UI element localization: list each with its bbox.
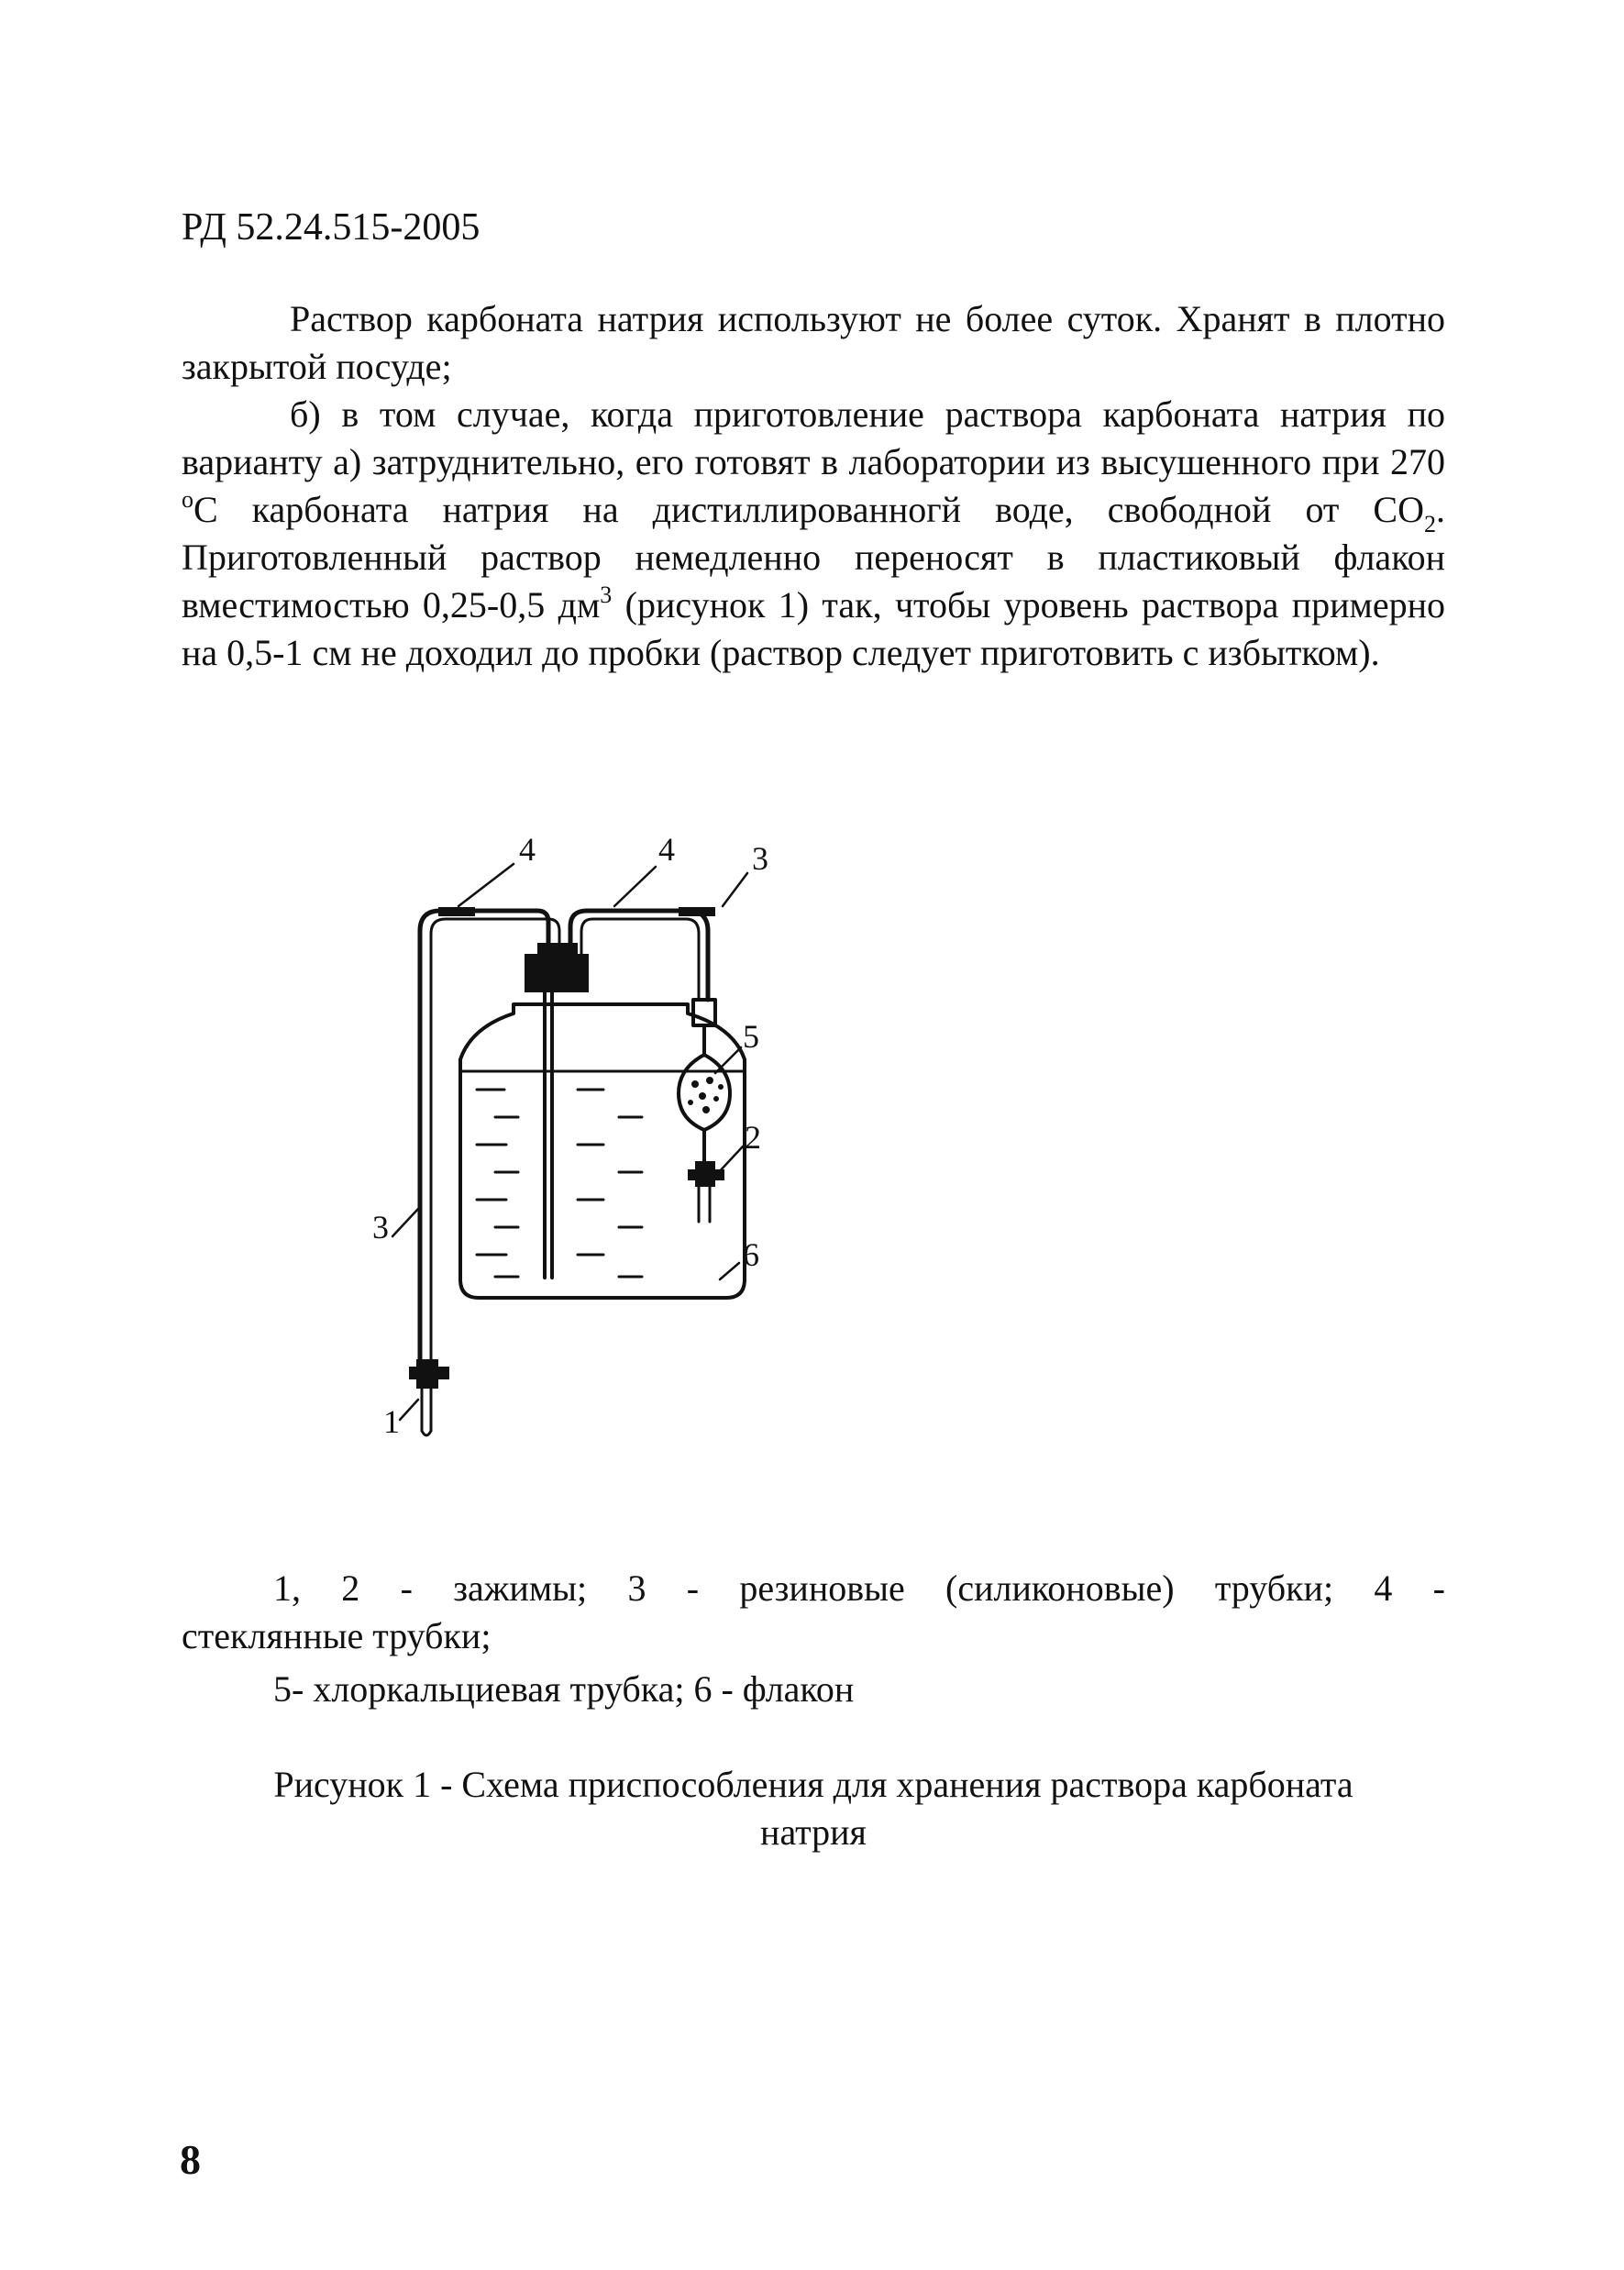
legend-line-3: 5- хлоркальциевая трубка; 6 - флакон bbox=[273, 1668, 855, 1710]
page-number: 8 bbox=[180, 2136, 201, 2183]
apparatus-figure bbox=[312, 807, 880, 1449]
label-3a: 3 bbox=[752, 840, 768, 877]
legend-line-1: 1, 2 - зажимы; 3 - резиновые (силиконовые) трубки; 4 - bbox=[273, 1567, 1445, 1609]
degree-mark: о bbox=[182, 485, 193, 513]
legend-line-2: стеклянные трубки; bbox=[182, 1615, 492, 1656]
label-4b: 4 bbox=[658, 831, 675, 868]
apparatus-diagram bbox=[312, 807, 880, 1449]
stopper bbox=[525, 954, 589, 992]
label-1: 1 bbox=[383, 1403, 400, 1440]
caption-line-2: натрия bbox=[760, 1811, 867, 1853]
figure-caption bbox=[182, 1761, 1445, 1856]
calcium-chloride-tube bbox=[679, 1025, 704, 1174]
label-2: 2 bbox=[745, 1119, 761, 1156]
label-5: 5 bbox=[743, 1018, 759, 1055]
volume-superscript: 3 bbox=[600, 581, 613, 608]
paragraph-1: Раствор карбоната натрия используют не более суток. Хранят в плотно закрытой посуде; bbox=[182, 298, 1445, 387]
paragraph-2-part-b: С карбоната натрия на дистиллированногй воде, свободной от СО bbox=[193, 489, 1424, 530]
paragraph-2-part-c: . Приготовленный раствор немедленно переносят в пластиковый флакон вместимостью 0,25-0,5 дм bbox=[182, 489, 1445, 626]
document-code: РД 52.24.515-2005 bbox=[182, 206, 481, 249]
caption-line-1: Рисунок 1 - Схема приспособления для хранения раствора карбоната bbox=[273, 1764, 1353, 1805]
paragraph-2-part-a: б) в том случае, когда приготовление раствора карбоната натрия по варианту а) затруднительно, его готовят в лаборатории из высушенного при 270 bbox=[182, 393, 1445, 482]
label-6: 6 bbox=[743, 1236, 759, 1273]
paragraph-2 bbox=[182, 391, 1445, 677]
liquid-dashes bbox=[477, 1090, 642, 1277]
body-text bbox=[182, 295, 1445, 677]
glass-tube-right-inner bbox=[581, 919, 699, 1000]
paragraph-2-part-d: (рисунок 1) так, чтобы уровень раствора примерно на 0,5-1 см не доходил до пробки (раствор следует приготовить с избытком). bbox=[182, 584, 1445, 673]
label-4a: 4 bbox=[519, 831, 536, 868]
co2-subscript: 2 bbox=[1424, 511, 1436, 537]
glass-tube-right bbox=[570, 911, 708, 1000]
label-3b: 3 bbox=[372, 1209, 389, 1246]
figure-legend bbox=[182, 1565, 1445, 1713]
